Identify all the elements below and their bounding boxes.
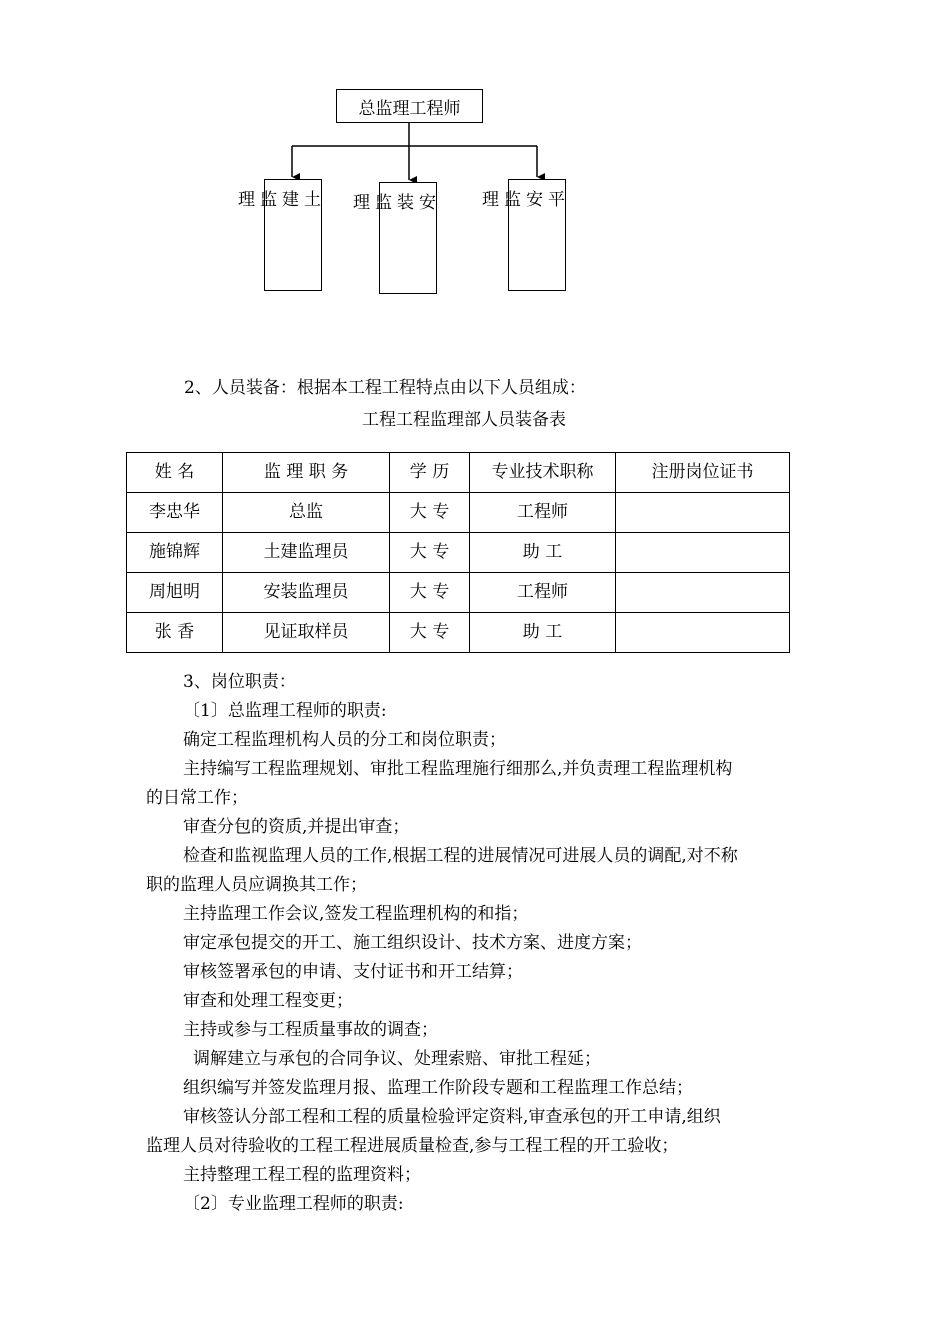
org-chart-top-box <box>336 89 483 123</box>
org-chart-top-label: 总监理工程师 <box>358 98 461 119</box>
paragraph-line: 主持监理工作会议,签发工程监理机构的和指； <box>183 904 529 924</box>
paragraph-line: 主持整理工程工程的监理资料； <box>183 1165 421 1185</box>
cell-education: 大 专 <box>390 493 470 533</box>
cell-education: 大 专 <box>390 613 470 653</box>
header-title: 专业技术职称 <box>470 453 616 493</box>
paragraph-line: 确定工程监理机构人员的分工和岗位职责； <box>183 730 506 750</box>
paragraph-line: 主持编写工程监理规划、审批工程监理施行细那么,并负责理工程监理机构 <box>183 759 733 779</box>
org-chart-install-char-4: 理 <box>349 193 369 211</box>
org-chart-install-char-3: 监 <box>371 193 391 211</box>
paragraph-line: 审查分包的资质,并提出审查； <box>183 817 410 837</box>
cell-certificate <box>616 573 790 613</box>
subsection-heading: 〔2〕专业监理工程师的职责: <box>183 1194 404 1214</box>
table-row <box>127 533 790 573</box>
cell-title: 工程师 <box>470 573 616 613</box>
paragraph-continuation: 职的监理人员应调换其工作； <box>146 875 367 895</box>
header-role: 监 理 职 务 <box>223 453 390 493</box>
staff-table <box>126 452 790 653</box>
cell-title: 助 工 <box>470 613 616 653</box>
paragraph-line: 主持或参与工程质量事故的调查； <box>183 1020 438 1040</box>
table-row <box>127 613 790 653</box>
cell-certificate <box>616 613 790 653</box>
paragraph-line: 审核签署承包的申请、支付证书和开工结算； <box>183 962 523 982</box>
cell-role: 总监 <box>223 493 390 533</box>
org-chart-install-char-1: 安 <box>415 193 435 211</box>
paragraph-continuation: 的日常工作； <box>146 788 248 808</box>
header-name: 姓 名 <box>127 453 223 493</box>
cell-name: 施锦辉 <box>127 533 223 573</box>
org-chart-install-box <box>349 182 437 294</box>
table-title: 工程工程监理部人员装备表 <box>362 410 566 430</box>
table-header-row <box>127 453 790 493</box>
cell-education: 大 专 <box>390 573 470 613</box>
cell-role: 见证取样员 <box>223 613 390 653</box>
cell-certificate <box>616 533 790 573</box>
table-row <box>127 493 790 533</box>
subsection-heading: 〔1〕总监理工程师的职责: <box>183 701 387 721</box>
org-chart-civil-char-4: 理 <box>234 190 254 208</box>
paragraph-line: 审查和处理工程变更； <box>183 991 353 1011</box>
paragraph-line: 检查和监视监理人员的工作,根据工程的进展情况可进展人员的调配,对不称 <box>183 846 738 866</box>
section-2-heading: 2、人员装备：根据本工程工程特点由以下人员组成： <box>184 378 586 398</box>
paragraph-line: 审核签认分部工程和工程的质量检验评定资料,审查承包的开工申请,组织 <box>183 1107 721 1127</box>
org-chart-civil-char-1: 土 <box>300 190 320 208</box>
table-row <box>127 573 790 613</box>
cell-role: 土建监理员 <box>223 533 390 573</box>
paragraph-line: 调解建立与承包的合同争议、处理索赔、审批工程延； <box>193 1049 601 1069</box>
duties-body <box>146 668 816 1219</box>
cell-title: 助 工 <box>470 533 616 573</box>
cell-role: 安装监理员 <box>223 573 390 613</box>
org-chart-safety-char-1: 平 <box>544 190 564 208</box>
cell-name: 李忠华 <box>127 493 223 533</box>
org-chart-safety-char-2: 安 <box>522 190 542 208</box>
cell-education: 大 专 <box>390 533 470 573</box>
org-chart-safety-box <box>478 179 566 291</box>
paragraph-line: 组织编写并签发监理月报、监理工作阶段专题和工程监理工作总结； <box>183 1078 693 1098</box>
org-chart-safety-char-4: 理 <box>478 190 498 208</box>
org-chart-civil-char-2: 建 <box>278 190 298 208</box>
section-3-heading: 3、岗位职责： <box>183 672 296 692</box>
header-education: 学 历 <box>390 453 470 493</box>
org-chart-safety-char-3: 监 <box>500 190 520 208</box>
cell-title: 工程师 <box>470 493 616 533</box>
cell-name: 张 香 <box>127 613 223 653</box>
org-chart-civil-box <box>234 179 322 291</box>
paragraph-continuation: 监理人员对待验收的工程工程进展质量检查,参与工程工程的开工验收； <box>146 1136 679 1156</box>
cell-certificate <box>616 493 790 533</box>
org-chart-install-char-2: 装 <box>393 193 413 211</box>
cell-name: 周旭明 <box>127 573 223 613</box>
header-certificate: 注册岗位证书 <box>616 453 790 493</box>
org-chart-civil-char-3: 监 <box>256 190 276 208</box>
paragraph-line: 审定承包提交的开工、施工组织设计、技术方案、进度方案； <box>183 933 642 953</box>
